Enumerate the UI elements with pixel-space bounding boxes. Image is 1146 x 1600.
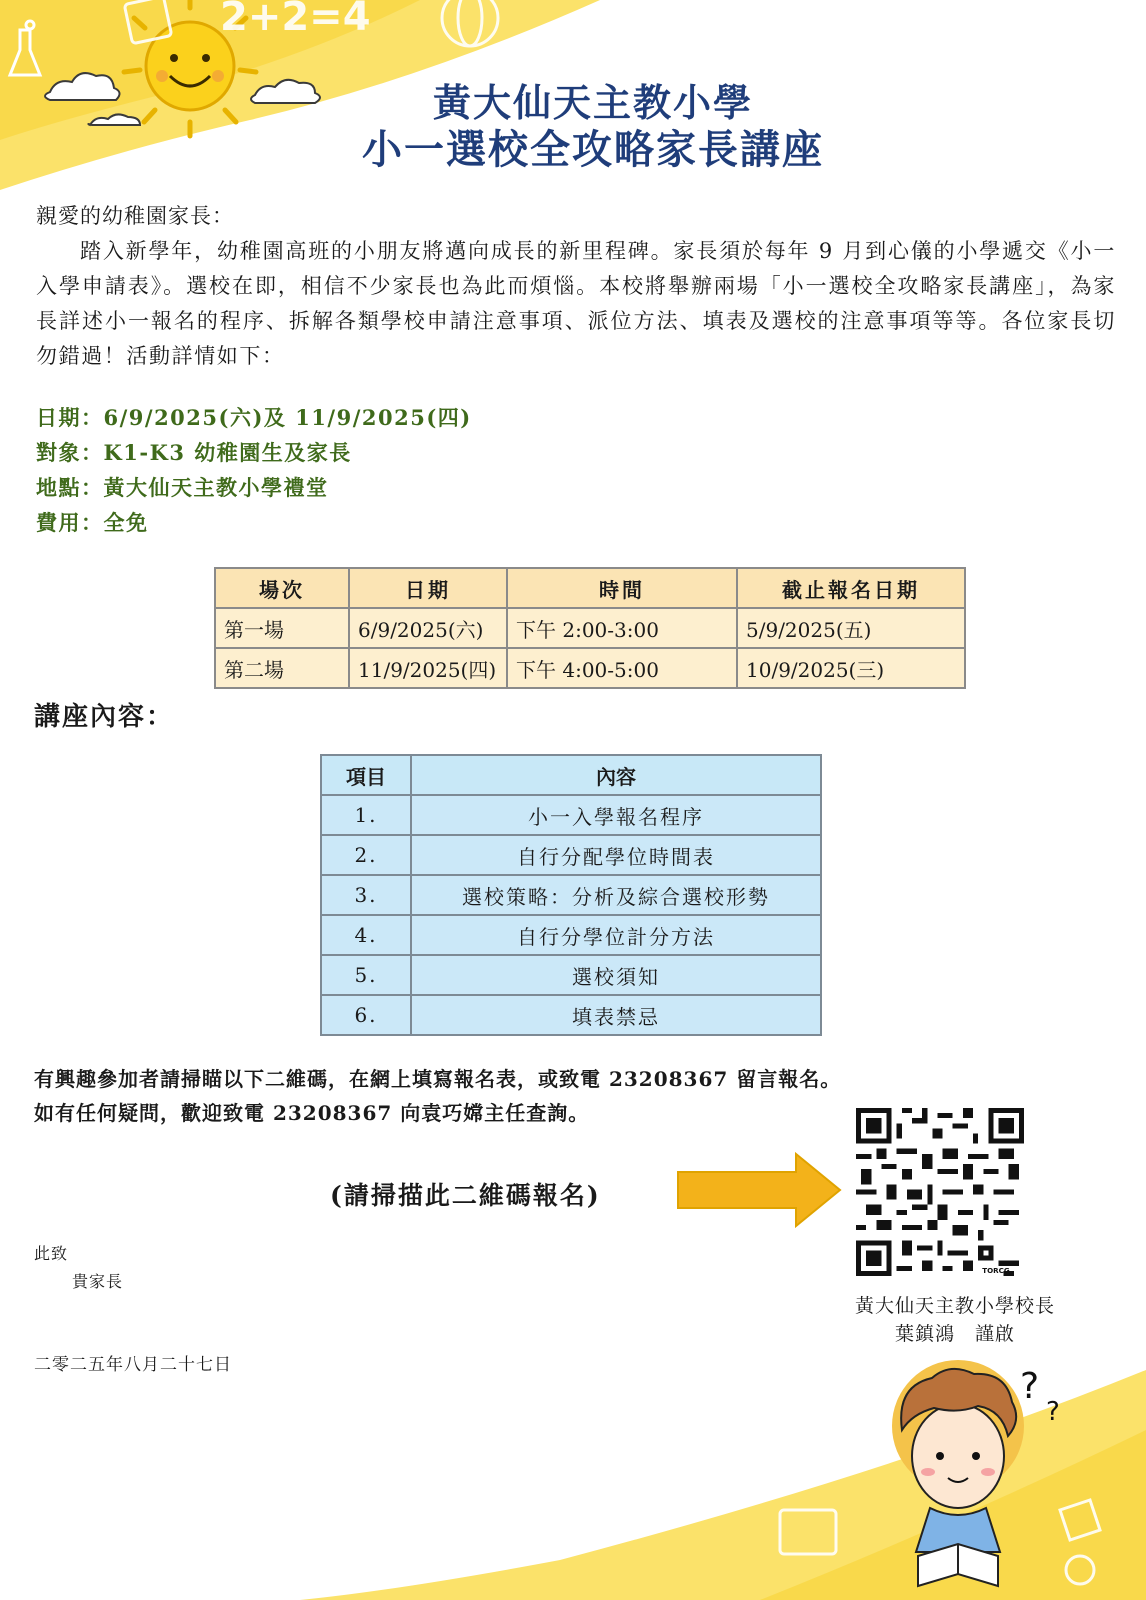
table-cell: 5/9/2025(五) [737, 608, 965, 648]
letter-date: 二零二五年八月二十七日 [34, 1355, 232, 1375]
table-row [321, 835, 821, 875]
column-header: 場次 [215, 568, 349, 608]
question-mark-icon: ? [1046, 1397, 1060, 1427]
content-section-heading: 講座內容： [34, 702, 175, 732]
table-row [215, 608, 965, 648]
table-cell: 6/9/2025(六) [349, 608, 507, 648]
table-row [321, 875, 821, 915]
column-header: 內容 [411, 755, 821, 795]
question-mark-icon: ? [1020, 1366, 1040, 1407]
table-row [321, 995, 821, 1035]
closing-line-1: 此致 [34, 1244, 69, 1263]
column-header: 項目 [321, 755, 411, 795]
detail-date: 日期：6/9/2025(六)及 11/9/2025(四) [36, 405, 472, 430]
table-cell: 下午 2:00-3:00 [507, 608, 737, 648]
table-row [215, 648, 965, 688]
column-header: 時間 [507, 568, 737, 608]
table-cell: 11/9/2025(四) [349, 648, 507, 688]
registration-line-2: 如有任何疑問，歡迎致電 23208367 向袁巧嫦主任查詢。 [34, 1101, 590, 1125]
salutation: 親愛的幼稚園家長： [36, 204, 234, 228]
closing-line-2: 貴家長 [72, 1272, 124, 1291]
table-cell: 2. [321, 835, 411, 875]
event-title: 小一選校全攻略家長講座 [362, 126, 824, 173]
column-header: 截止報名日期 [737, 568, 965, 608]
table-cell: 4. [321, 915, 411, 955]
intro-paragraph: 踏入新學年，幼稚園高班的小朋友將邁向成長的新里程碑。家長須於每年 9 月到心儀的小學遞交《小一入學申請表》。選校在即，相信不少家長也為此而煩惱。本校將舉辦兩場「小一選校全攻略家長講座」，為家長詳述小一報名的程序、拆解各類學校申請注意事項、派位方法、填表及選校的注意事項等等。各位家長切勿錯過！活動詳情如下： [36, 239, 1116, 368]
table-cell: 選校須知 [411, 955, 821, 995]
closing [34, 1240, 123, 1296]
table-cell: 填表禁忌 [411, 995, 821, 1035]
table-row [321, 955, 821, 995]
table-cell: 自行分配學位時間表 [411, 835, 821, 875]
signature-title: 黃大仙天主教小學校長 [854, 1295, 1055, 1317]
footer-banner [0, 1360, 1146, 1600]
math-doodle: 2+2=4 [220, 0, 371, 40]
signature-name: 葉鎮鴻 謹啟 [894, 1323, 1015, 1345]
qr-mark: TORCG [982, 1265, 1010, 1275]
table-cell: 第二場 [215, 648, 349, 688]
table-cell: 自行分學位計分方法 [411, 915, 821, 955]
school-name-title: 黃大仙天主教小學 [432, 80, 753, 125]
table-cell: 6. [321, 995, 411, 1035]
detail-audience: 對象：K1-K3 幼稚園生及家長 [36, 440, 352, 465]
qr-code-icon[interactable] [856, 1108, 1024, 1276]
table-row [321, 795, 821, 835]
scan-caption: (請掃描此二維碼報名) [330, 1181, 601, 1210]
detail-fee: 費用：全免 [36, 510, 149, 535]
table-row [321, 915, 821, 955]
event-details [36, 400, 472, 540]
table-cell: 5. [321, 955, 411, 995]
table-cell: 1. [321, 795, 411, 835]
registration-line-1: 有興趣參加者請掃瞄以下二維碼，在網上填寫報名表，或致電 23208367 留言報名。 [34, 1067, 842, 1091]
table-cell: 選校策略：分析及綜合選校形勢 [411, 875, 821, 915]
table-cell: 第一場 [215, 608, 349, 648]
detail-venue: 地點：黃大仙天主教小學禮堂 [36, 475, 329, 500]
column-header: 日期 [349, 568, 507, 608]
table-cell: 10/9/2025(三) [737, 648, 965, 688]
table-header-row [321, 755, 821, 795]
session-table [214, 567, 966, 689]
table-cell: 小一入學報名程序 [411, 795, 821, 835]
registration-note [34, 1062, 841, 1130]
content-table [320, 754, 822, 1036]
table-header-row [215, 568, 965, 608]
table-cell: 3. [321, 875, 411, 915]
signature-block [820, 1292, 1090, 1348]
table-cell: 下午 4:00-5:00 [507, 648, 737, 688]
arrow-right-icon [676, 1150, 842, 1230]
